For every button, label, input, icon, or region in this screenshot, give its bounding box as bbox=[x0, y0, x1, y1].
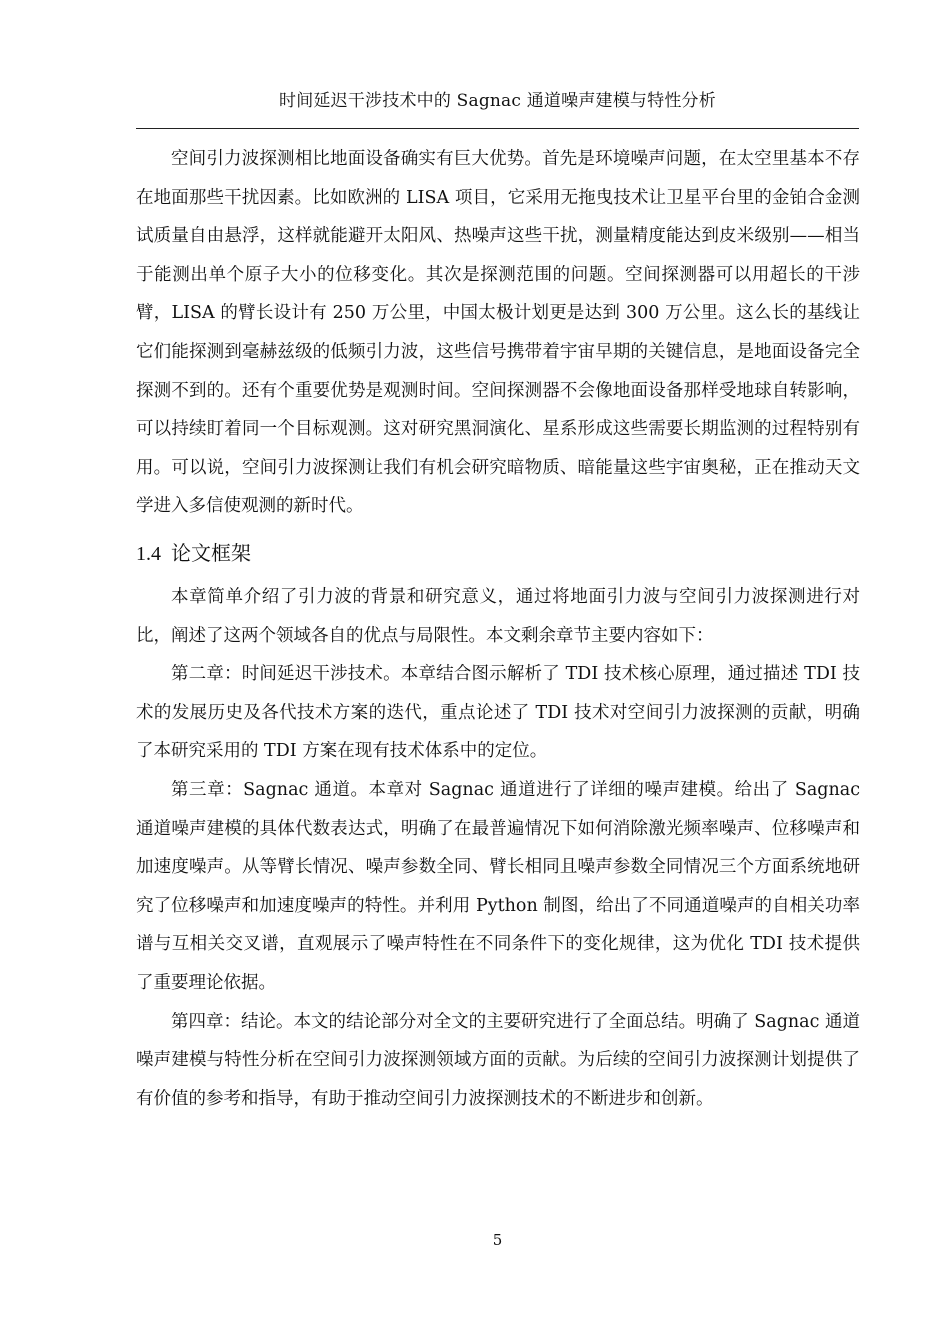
outline-intro-paragraph: 本章简单介绍了引力波的背景和研究意义，通过将地面引力波与空间引力波探测进行对比，阐述了这两个领域各自的优点与局限性。本文剩余章节主要内容如下： bbox=[136, 587, 860, 646]
intro-section bbox=[136, 140, 860, 526]
section-number: 1.4 bbox=[136, 543, 161, 565]
section-heading bbox=[136, 533, 860, 573]
chapter-3-paragraph: 第三章：Sagnac 通道。本章对 Sagnac 通道进行了详细的噪声建模。给出了 Sagnac 通道噪声建模的具体代数表达式，明确了在最普遍情况下如何消除激光频率噪声、位移噪声和加速度噪声。从等臂长情况、噪声参数全同、臂长相同且噪声参数全同情况三个方面系统地研究了位移噪声和加速度噪声的特性。并利用 Python 制图，给出了不同通道噪声的自相关功率谱与互相关交叉谱，直观展示了噪声特性在不同条件下的变化规律，这为优化 TDI 技术提供了重要理论依据。 bbox=[136, 779, 860, 993]
section-title: 论文框架 bbox=[171, 541, 251, 565]
chapter-4-paragraph: 第四章：结论。本文的结论部分对全文的主要研究进行了全面总结。明确了 Sagnac 通道噪声建模与特性分析在空间引力波探测领域方面的贡献。为后续的空间引力波探测计划提供了有价值的参考和指导，有助于推动空间引力波探测技术的不断进步和创新。 bbox=[136, 1011, 860, 1109]
header-divider bbox=[136, 128, 859, 129]
thesis-outline-section bbox=[136, 578, 860, 1118]
intro-paragraph: 空间引力波探测相比地面设备确实有巨大优势。首先是环境噪声问题，在太空里基本不存在地面那些干扰因素。比如欧洲的 LISA 项目，它采用无拖曳技术让卫星平台里的金铂合金测试质量自由悬浮，这样就能避开太阳风、热噪声这些干扰，测量精度能达到皮米级别——相当于能测出单个原子大小的位移变化。其次是探测范围的问题。空间探测器可以用超长的干涉臂，LISA 的臂长设计有 250 万公里，中国太极计划更是达到 300 万公里。这么长的基线让它们能探测到毫赫兹级的低频引力波，这些信号携带着宇宙早期的关键信息，是地面设备完全探测不到的。还有个重要优势是观测时间。空间探测器不会像地面设备那样受地球自转影响，可以持续盯着同一个目标观测。这对研究黑洞演化、星系形成这些需要长期监测的过程特别有用。可以说，空间引力波探测让我们有机会研究暗物质、暗能量这些宇宙奥秘，正在推动天文学进入多信使观测的新时代。 bbox=[136, 149, 860, 517]
chapter-2-paragraph: 第二章：时间延迟干涉技术。本章结合图示解析了 TDI 技术核心原理，通过描述 TDI 技术的发展历史及各代技术方案的迭代，重点论述了 TDI 技术对空间引力波探测的贡献，明确了本研究采用的 TDI 方案在现有技术体系中的定位。 bbox=[136, 664, 860, 762]
running-header: 时间延迟干涉技术中的 Sagnac 通道噪声建模与特性分析 bbox=[279, 91, 716, 111]
page-number: 5 bbox=[492, 1231, 503, 1249]
